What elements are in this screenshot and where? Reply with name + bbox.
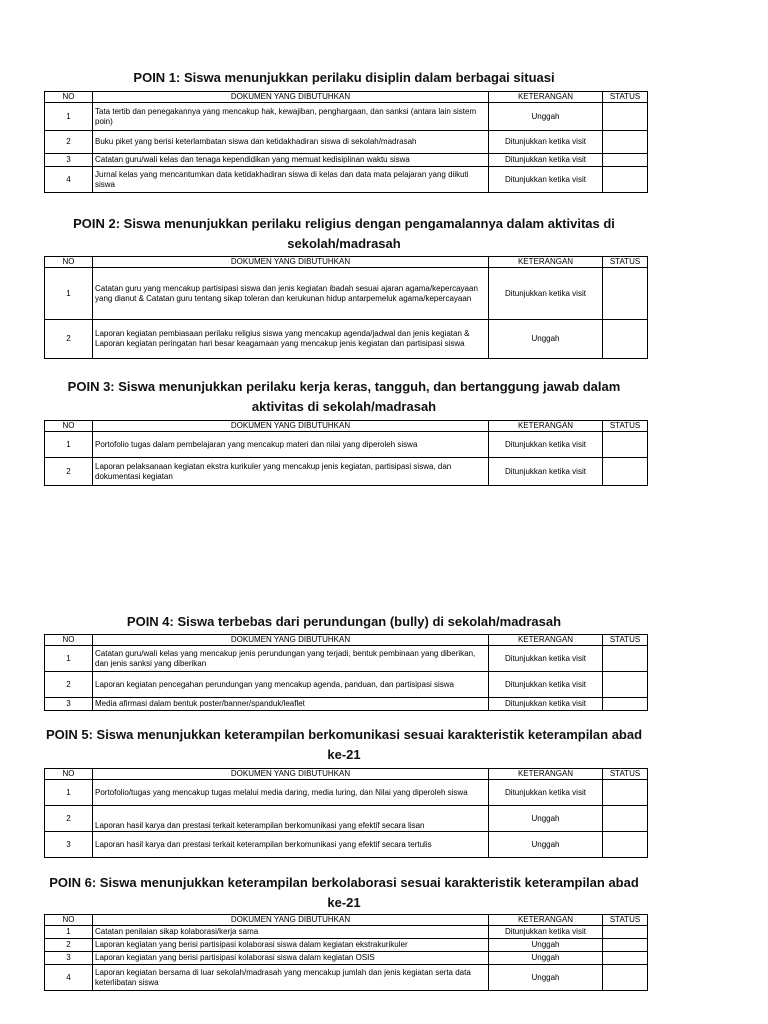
poin-1-title: POIN 1: Siswa menunjukkan perilaku disiplin dalam berbagai situasi — [133, 70, 555, 85]
row-dokumen: Catatan guru/wali kelas yang mencakup jenis perundungan yang terjadi, bentuk pembinaan yang diberikan, dan jenis sanksi yang diberikan — [93, 646, 489, 672]
table-row — [45, 939, 648, 952]
row-dokumen: Jurnal kelas yang mencantumkan data ketidakhadiran siswa di kelas dan data mata pelajaran yang diikuti siswa — [93, 167, 489, 193]
poin-5-table — [44, 768, 648, 858]
row-dokumen: Laporan kegiatan yang berisi partisipasi kolaborasi siswa dalam kegiatan ekstrakurikuler — [93, 939, 489, 952]
row-keterangan: Unggah — [489, 965, 603, 991]
row-status — [603, 646, 648, 672]
row-status — [603, 167, 648, 193]
row-keterangan: Ditunjukkan ketika visit — [489, 268, 603, 320]
row-dokumen: Buku piket yang berisi keterlambatan siswa dan ketidakhadiran siswa di sekolah/madrasah — [93, 131, 489, 154]
row-keterangan: Unggah — [489, 952, 603, 965]
poin-1-table — [44, 91, 648, 193]
table-row — [45, 320, 648, 359]
row-no: 3 — [45, 154, 93, 167]
row-dokumen: Laporan hasil karya dan prestasi terkait keterampilan berkomunikasi yang efektif secara tertulis — [93, 832, 489, 858]
row-keterangan: Ditunjukkan ketika visit — [489, 780, 603, 806]
table-row — [45, 698, 648, 711]
header-status: STATUS — [603, 421, 648, 432]
row-dokumen: Portofolio/tugas yang mencakup tugas melalui media daring, media luring, dan Nilai yang diperoleh siswa — [93, 780, 489, 806]
header-no: NO — [45, 915, 93, 926]
row-status — [603, 458, 648, 486]
row-no: 1 — [45, 780, 93, 806]
row-dokumen: Media afirmasi dalam bentuk poster/banner/spanduk/leaflet — [93, 698, 489, 711]
row-status — [603, 926, 648, 939]
header-no: NO — [45, 257, 93, 268]
header-keterangan: KETERANGAN — [489, 92, 603, 103]
table-row — [45, 131, 648, 154]
table-header-row — [45, 769, 648, 780]
row-keterangan: Ditunjukkan ketika visit — [489, 167, 603, 193]
header-dokumen: DOKUMEN YANG DIBUTUHKAN — [93, 635, 489, 646]
row-keterangan: Unggah — [489, 806, 603, 832]
row-dokumen: Catatan guru yang mencakup partisipasi siswa dan jenis kegiatan ibadah sesuai ajaran agama/kepercayaan yang dianut & Catatan guru tentang sikap toleran dan kerukunan hidup antarpemeluk agama/kepercayaan — [93, 268, 489, 320]
row-dokumen: Laporan kegiatan yang berisi partisipasi kolaborasi siswa dalam kegiatan OSIS — [93, 952, 489, 965]
table-header-row — [45, 421, 648, 432]
row-dokumen: Tata tertib dan penegakannya yang mencakup hak, kewajiban, penghargaan, dan sanksi (antara lain sistem poin) — [93, 103, 489, 131]
header-status: STATUS — [603, 257, 648, 268]
poin-3-table — [44, 420, 648, 486]
row-status — [603, 131, 648, 154]
table-row — [45, 780, 648, 806]
table-row — [45, 432, 648, 458]
table-row — [45, 952, 648, 965]
row-status — [603, 268, 648, 320]
row-status — [603, 103, 648, 131]
row-no: 1 — [45, 432, 93, 458]
row-no: 2 — [45, 320, 93, 359]
row-no: 2 — [45, 672, 93, 698]
row-keterangan: Ditunjukkan ketika visit — [489, 646, 603, 672]
poin-4-table — [44, 634, 648, 711]
row-status — [603, 154, 648, 167]
row-no: 1 — [45, 646, 93, 672]
row-no: 3 — [45, 698, 93, 711]
row-status — [603, 672, 648, 698]
row-keterangan: Ditunjukkan ketika visit — [489, 154, 603, 167]
header-no: NO — [45, 92, 93, 103]
row-status — [603, 952, 648, 965]
table-row — [45, 268, 648, 320]
header-keterangan: KETERANGAN — [489, 421, 603, 432]
row-keterangan: Ditunjukkan ketika visit — [489, 131, 603, 154]
table-row — [45, 832, 648, 858]
row-no: 2 — [45, 458, 93, 486]
header-status: STATUS — [603, 915, 648, 926]
poin-3-title: POIN 3: Siswa menunjukkan perilaku kerja keras, tangguh, dan bertanggung jawab dalam aktivitas di sekolah/madrasah — [67, 379, 621, 414]
table-header-row — [45, 257, 648, 268]
row-no: 1 — [45, 103, 93, 131]
poin-5-title: POIN 5: Siswa menunjukkan keterampilan berkomunikasi sesuai karakteristik keterampilan abad ke-21 — [45, 727, 643, 762]
row-dokumen: Laporan hasil karya dan prestasi terkait keterampilan berkomunikasi yang efektif secara lisan — [93, 806, 489, 832]
row-keterangan: Ditunjukkan ketika visit — [489, 458, 603, 486]
header-dokumen: DOKUMEN YANG DIBUTUHKAN — [93, 92, 489, 103]
table-row — [45, 672, 648, 698]
row-status — [603, 780, 648, 806]
table-row — [45, 154, 648, 167]
row-no: 1 — [45, 268, 93, 320]
header-dokumen: DOKUMEN YANG DIBUTUHKAN — [93, 257, 489, 268]
header-status: STATUS — [603, 635, 648, 646]
row-status — [603, 320, 648, 359]
table-row — [45, 646, 648, 672]
row-status — [603, 832, 648, 858]
poin-4-title: POIN 4: Siswa terbebas dari perundungan (bully) di sekolah/madrasah — [126, 614, 562, 629]
row-keterangan: Unggah — [489, 832, 603, 858]
table-header-row — [45, 92, 648, 103]
table-row — [45, 926, 648, 939]
table-row — [45, 458, 648, 486]
row-no: 4 — [45, 167, 93, 193]
row-dokumen: Laporan kegiatan pembiasaan perilaku religius siswa yang mencakup agenda/jadwal dan jenis kegiatan & Laporan kegiatan peringatan hari besar keagamaan yang mencakup jenis kegiatan dan partisipasi siswa — [93, 320, 489, 359]
row-no: 3 — [45, 832, 93, 858]
row-no: 2 — [45, 806, 93, 832]
row-no: 1 — [45, 926, 93, 939]
header-no: NO — [45, 769, 93, 780]
row-keterangan: Ditunjukkan ketika visit — [489, 698, 603, 711]
row-no: 2 — [45, 131, 93, 154]
row-no: 2 — [45, 939, 93, 952]
row-no: 3 — [45, 952, 93, 965]
row-status — [603, 432, 648, 458]
row-keterangan: Unggah — [489, 320, 603, 359]
header-no: NO — [45, 635, 93, 646]
row-keterangan: Ditunjukkan ketika visit — [489, 432, 603, 458]
header-keterangan: KETERANGAN — [489, 257, 603, 268]
header-status: STATUS — [603, 769, 648, 780]
table-row — [45, 103, 648, 131]
header-no: NO — [45, 421, 93, 432]
poin-6-table — [44, 914, 648, 991]
table-header-row — [45, 915, 648, 926]
row-keterangan: Ditunjukkan ketika visit — [489, 672, 603, 698]
row-dokumen: Laporan kegiatan bersama di luar sekolah/madrasah yang mencakup jumlah dan jenis kegiatan serta data keterlibatan siswa — [93, 965, 489, 991]
row-dokumen: Laporan kegiatan pencegahan perundungan yang mencakup agenda, panduan, dan partisipasi siswa — [93, 672, 489, 698]
row-keterangan: Unggah — [489, 103, 603, 131]
header-dokumen: DOKUMEN YANG DIBUTUHKAN — [93, 421, 489, 432]
row-keterangan: Ditunjukkan ketika visit — [489, 926, 603, 939]
row-no: 4 — [45, 965, 93, 991]
poin-2-title: POIN 2: Siswa menunjukkan perilaku religius dengan pengamalannya dalam aktivitas di sekolah/madrasah — [73, 216, 615, 251]
row-dokumen: Portofolio tugas dalam pembelajaran yang mencakup materi dan nilai yang diperoleh siswa — [93, 432, 489, 458]
table-row — [45, 965, 648, 991]
table-row — [45, 806, 648, 832]
poin-6-title: POIN 6: Siswa menunjukkan keterampilan berkolaborasi sesuai karakteristik keterampilan abad ke-21 — [49, 875, 639, 910]
poin-2-table — [44, 256, 648, 359]
header-dokumen: DOKUMEN YANG DIBUTUHKAN — [93, 769, 489, 780]
header-keterangan: KETERANGAN — [489, 635, 603, 646]
row-keterangan: Unggah — [489, 939, 603, 952]
row-status — [603, 806, 648, 832]
header-status: STATUS — [603, 92, 648, 103]
row-dokumen: Catatan guru/wali kelas dan tenaga kependidikan yang memuat kedisiplinan waktu siswa — [93, 154, 489, 167]
table-row — [45, 167, 648, 193]
row-status — [603, 698, 648, 711]
header-keterangan: KETERANGAN — [489, 915, 603, 926]
row-status — [603, 939, 648, 952]
table-header-row — [45, 635, 648, 646]
header-dokumen: DOKUMEN YANG DIBUTUHKAN — [93, 915, 489, 926]
row-dokumen: Catatan penilaian sikap kolaborasi/kerja sama — [93, 926, 489, 939]
header-keterangan: KETERANGAN — [489, 769, 603, 780]
row-dokumen: Laporan pelaksanaan kegiatan ekstra kurikuler yang mencakup jenis kegiatan, partisipasi siswa, dan dokumentasi kegiatan — [93, 458, 489, 486]
row-status — [603, 965, 648, 991]
